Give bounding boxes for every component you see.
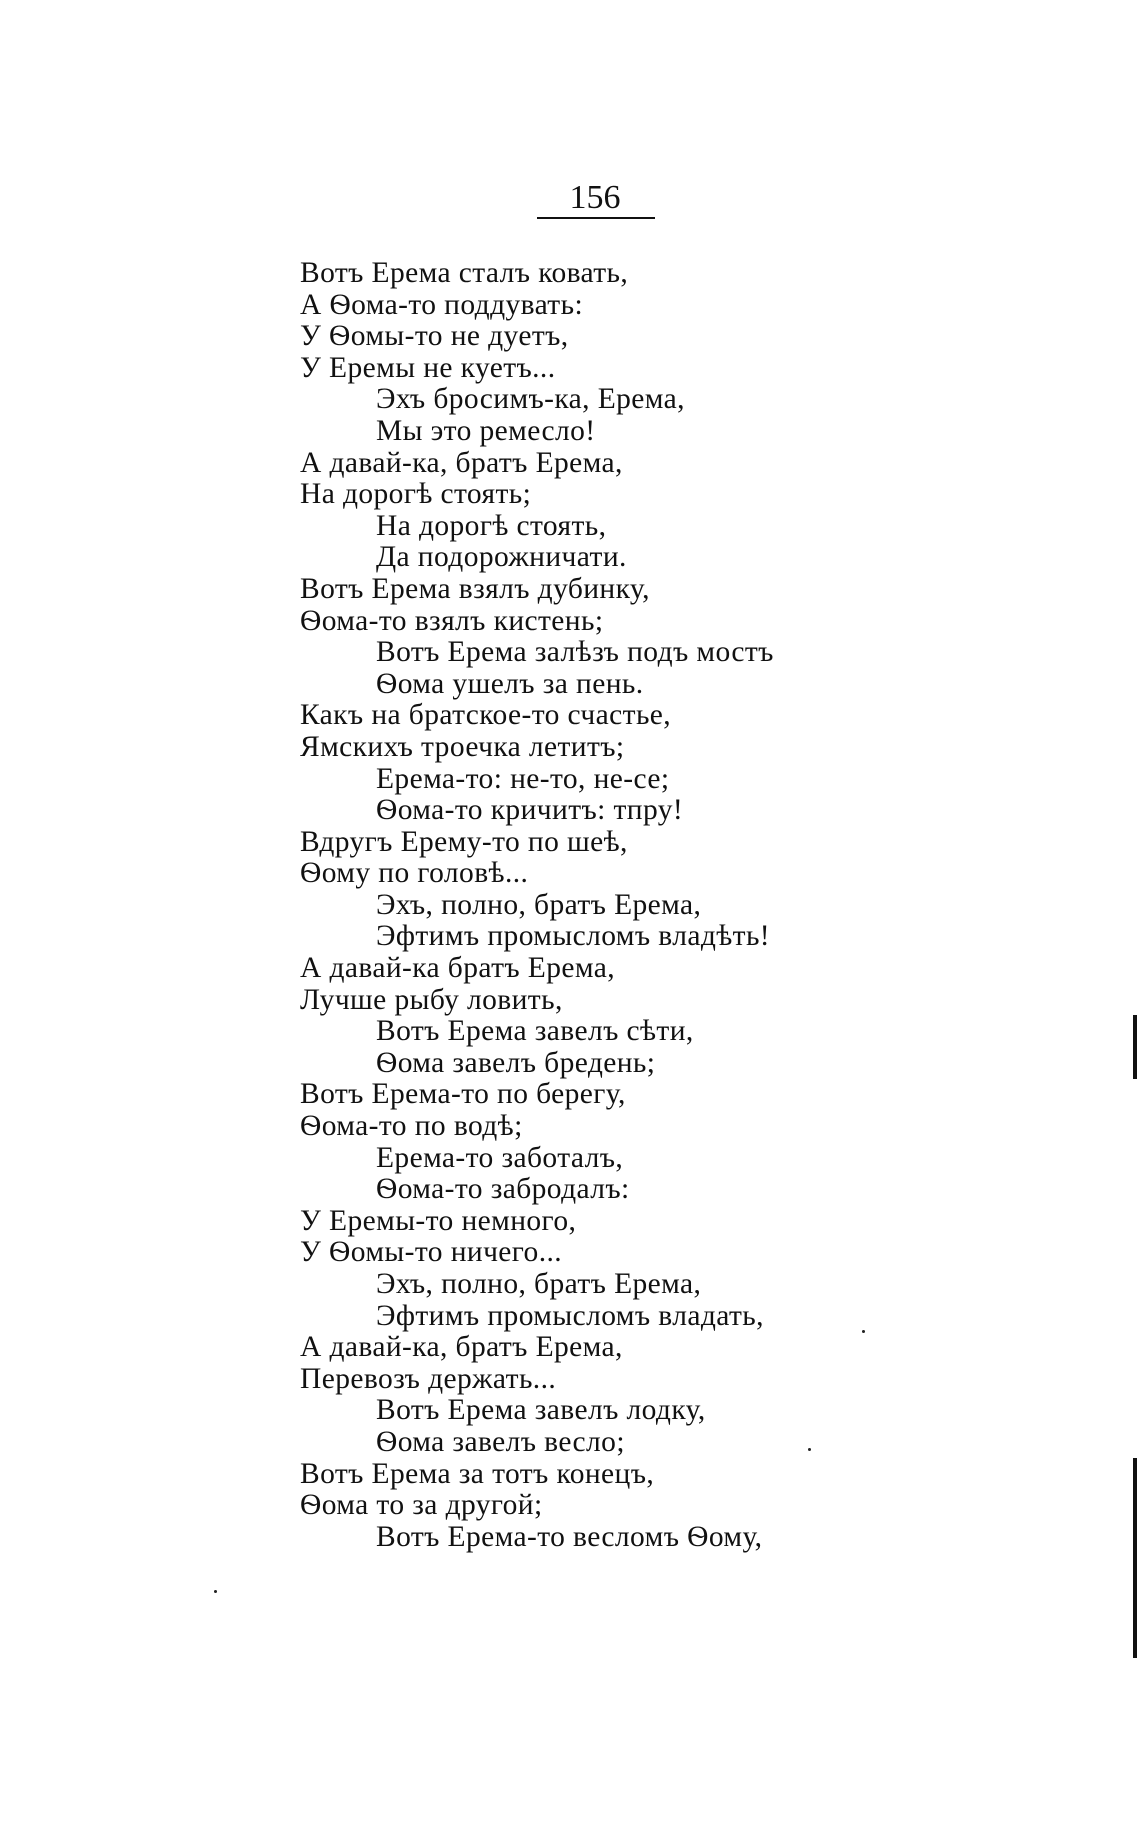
poem-line: Ерема-то: не-то, не-се; <box>376 762 670 795</box>
scan-edge-mark-lower <box>1133 1458 1137 1658</box>
poem-line: Эфтимъ промысломъ владать, <box>376 1299 764 1332</box>
poem-line: Ѳома завелъ бредень; <box>376 1046 656 1079</box>
poem-line: Эфтимъ промысломъ владѣть! <box>376 920 771 953</box>
poem-line: Ѳома то за другой; <box>300 1489 543 1522</box>
poem-line: Ѳома-то взялъ кистень; <box>300 604 604 637</box>
poem-line: На дорогѣ стоять; <box>300 478 532 511</box>
page-number: 156 <box>569 179 621 216</box>
scan-speck <box>214 1590 217 1593</box>
poem-line: У Еремы не куетъ... <box>300 351 556 384</box>
poem-line: А давай-ка братъ Ерема, <box>300 952 615 985</box>
poem-line: Вотъ Ерема-то по берегу, <box>300 1078 626 1111</box>
poem-line: Вотъ Ерема за тотъ конецъ, <box>300 1457 655 1490</box>
poem-text <box>300 258 920 1553</box>
poem-line: А давай-ка, братъ Ерема, <box>300 446 623 479</box>
scan-edge-mark-upper <box>1133 1015 1137 1079</box>
poem-line: А Ѳома-то поддувать: <box>300 288 584 321</box>
poem-line: Ѳома ушелъ за пень. <box>376 667 644 700</box>
poem-line: У Ѳомы-то не дуетъ, <box>300 320 569 353</box>
poem-line: У Еремы-то немного, <box>300 1204 577 1237</box>
poem-line: У Ѳомы-то ничего... <box>300 1236 563 1269</box>
poem-line: Вотъ Ерема залѣзъ подъ мостъ <box>376 636 774 669</box>
poem-line: Вотъ Ерема-то весломъ Ѳому, <box>376 1520 763 1553</box>
poem-line: Ѳома-то забродалъ: <box>376 1173 630 1206</box>
poem-line: Эхъ, полно, братъ Ерема, <box>376 1268 702 1300</box>
scan-speck <box>862 1330 865 1333</box>
poem-line: Ѳома-то по водѣ; <box>300 1110 523 1143</box>
poem-line: А давай-ка, братъ Ерема, <box>300 1331 623 1364</box>
poem-line: Мы это ремесло! <box>376 414 596 447</box>
poem-line: Ѳому по головѣ... <box>300 857 529 890</box>
page-number-rule <box>537 217 655 219</box>
poem-line: Ерема-то заботалъ, <box>376 1141 624 1174</box>
poem-line: Какъ на братское-то счастье, <box>300 699 672 732</box>
poem-line: Ѳома завелъ весло; <box>376 1425 625 1458</box>
scan-speck <box>808 1448 811 1451</box>
poem-line: Эхъ, полно, братъ Ерема, <box>376 888 702 921</box>
poem-line: Вотъ Ерема сталъ ковать, <box>300 257 629 289</box>
poem-line: Вотъ Ерема завелъ сѣти, <box>376 1015 694 1048</box>
poem-line: На дорогѣ стоять, <box>376 509 607 542</box>
poem-line: Вотъ Ерема завелъ лодку, <box>376 1394 706 1427</box>
poem-line: Эхъ бросимъ-ка, Ерема, <box>376 383 685 416</box>
poem-line: Ямскихъ троечка летитъ; <box>300 730 625 763</box>
poem-line: Вдругъ Ерему-то по шеѣ, <box>300 825 628 858</box>
poem-line: Вотъ Ерема взялъ дубинку, <box>300 572 650 605</box>
poem-line: Перевозъ держать... <box>300 1362 557 1395</box>
poem-line: Да подорожничати. <box>376 541 627 574</box>
poem-line: Лучше рыбу ловить, <box>300 983 563 1016</box>
poem-line: Ѳома-то кричитъ: тпру! <box>376 794 684 827</box>
